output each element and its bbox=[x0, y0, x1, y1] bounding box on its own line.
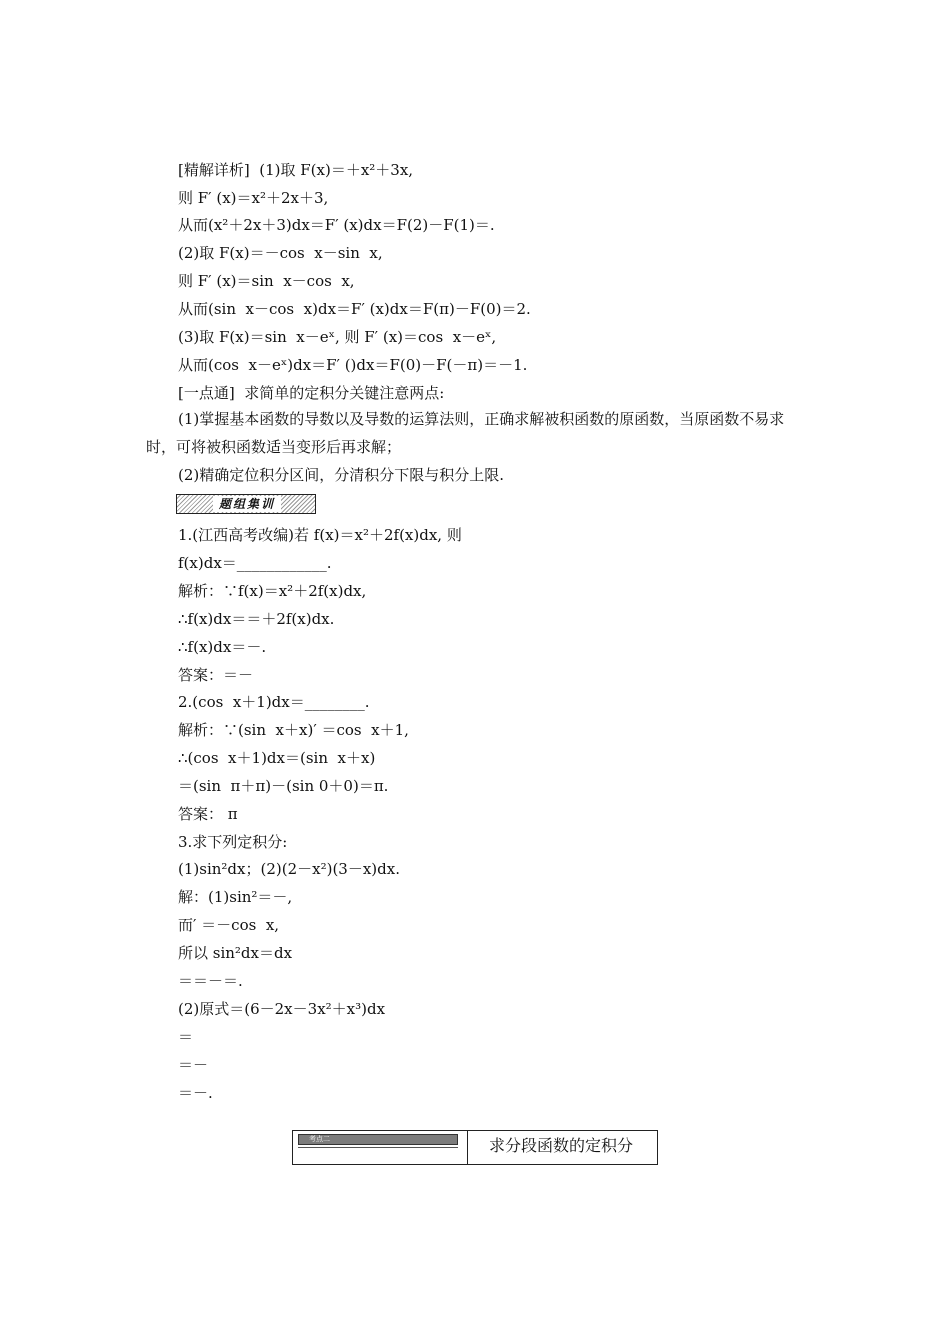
tip-paragraph-2: (2)精确定位积分区间，分清积分下限与积分上限. bbox=[178, 466, 505, 484]
solution-line-4: (2)取 F(x)＝－cos x－sin x, bbox=[178, 244, 383, 262]
exercise-line: (2)原式＝(6－2x－3x²＋x³)dx bbox=[178, 1000, 386, 1018]
exercise-line: ∴(cos x＋1)dx＝(sin x＋x) bbox=[178, 749, 376, 767]
exercise-line: 解析：∵f(x)＝x²＋2f(x)dx, bbox=[178, 582, 367, 600]
exercise-line: ＝－. bbox=[178, 1084, 213, 1102]
section-tag-divider bbox=[298, 1147, 458, 1148]
exercise-line: ＝－ bbox=[178, 1056, 209, 1074]
exercise-line: ＝(sin π＋π)－(sin 0＋0)＝π. bbox=[178, 777, 389, 795]
exercise-line: ＝ bbox=[178, 1028, 194, 1046]
exercise-line: 3.求下列定积分: bbox=[178, 833, 288, 851]
exercise-line: 2.(cos x＋1)dx＝________. bbox=[178, 693, 370, 711]
exercise-line: 答案： π bbox=[178, 805, 238, 823]
solution-line-6: 从而(sin x－cos x)dx＝F′ (x)dx＝F(π)－F(0)＝2. bbox=[178, 300, 531, 318]
banner-label: 题组集训 bbox=[213, 496, 281, 512]
exercise-line: 答案：＝－ bbox=[178, 666, 254, 684]
exercise-line: ＝＝－＝. bbox=[178, 972, 243, 990]
solution-line-3: 从而(x²＋2x＋3)dx＝F′ (x)dx＝F(2)－F(1)＝. bbox=[178, 216, 495, 234]
exercise-line: ∴f(x)dx＝－. bbox=[178, 638, 267, 656]
exercise-line: 解：(1)sin²＝－, bbox=[178, 888, 293, 906]
exercise-line: (1)sin²dx；(2)(2－x²)(3－x)dx. bbox=[178, 860, 400, 878]
solution-line-8: 从而(cos x－eˣ)dx＝F′ ()dx＝F(0)－F(－π)＝－1. bbox=[178, 356, 528, 374]
solution-line-2: 则 F′ (x)＝x²＋2x＋3, bbox=[178, 189, 329, 207]
solution-line-5: 则 F′ (x)＝sin x－cos x, bbox=[178, 272, 355, 290]
tip-heading: [一点通] 求简单的定积分关键注意两点: bbox=[178, 384, 445, 402]
exercise-line: 所以 sin²dx＝dx bbox=[178, 944, 293, 962]
solution-line-1: [精解详析] (1)取 F(x)＝＋x²＋3x, bbox=[178, 161, 414, 179]
section-heading-box bbox=[292, 1130, 658, 1165]
section-tag bbox=[298, 1134, 458, 1145]
section-tag-cell bbox=[293, 1131, 468, 1164]
section-tag-label: 考点二 bbox=[309, 1135, 330, 1143]
exercise-line: 解析：∵(sin x＋x)′ ＝cos x＋1, bbox=[178, 721, 409, 739]
exercise-group-banner bbox=[176, 494, 316, 514]
exercise-line: f(x)dx＝____________. bbox=[178, 554, 332, 572]
exercise-line: ∴f(x)dx＝＝＋2f(x)dx. bbox=[178, 610, 335, 628]
tip-paragraph-1: (1)掌握基本函数的导数以及导数的运算法则，正确求解被积函数的原函数，当原函数不易求时，可将被积函数适当变形后再求解； bbox=[146, 410, 785, 456]
solution-line-7: (3)取 F(x)＝sin x－eˣ, 则 F′ (x)＝cos x－eˣ, bbox=[178, 328, 497, 346]
exercise-line: 1.(江西高考改编)若 f(x)＝x²＋2f(x)dx, 则 bbox=[178, 526, 462, 544]
section-title: 求分段函数的定积分 bbox=[489, 1136, 634, 1155]
exercise-line: 而′ ＝－cos x, bbox=[178, 916, 280, 934]
